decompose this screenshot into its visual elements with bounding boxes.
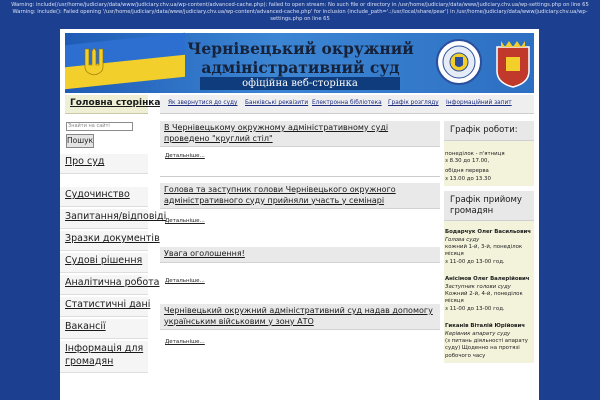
sidebar-item-proceedings[interactable]: Судочинство <box>60 187 148 207</box>
reception-person-days: (з питань діяльності апарату суду) Щоденно на протязі робочого часу <box>445 338 528 359</box>
news-item <box>160 247 440 304</box>
news-title-link[interactable]: Увага оголошення! <box>160 247 440 263</box>
php-warning-text: Warning: include(/usr/home/judiciary/data/www/judiciary.chv.ua/wp-content/advanced-cache.php): failed to open stream: No such file or directory in /usr/home/judiciary/data/www/judiciary.chv.ua/wp-settings.php on line 65 Warning: include(): Failed opening '/usr/home/judiciary/data/www/judiciary.chv.ua/wp-content/advanced-cache.php' for inclusion (include_path='.:/usr/local/share/pear') in /usr/home/judiciary/data/www/judiciary.chv.ua/wp-settings.php on line 65 <box>11 2 589 22</box>
reception-person-role: Заступник голови суду <box>445 283 511 290</box>
schedule-lunch-hours: з 13.00 до 13.30 <box>445 175 491 182</box>
schedule-days: понеділок - п'ятниця <box>445 150 505 157</box>
site-subtitle: офіційна веб-сторінка <box>200 77 400 90</box>
news-item <box>160 183 440 247</box>
nav-e-library[interactable]: Електронна бібліотека <box>312 100 382 106</box>
work-schedule-heading: Графік роботи: <box>444 121 534 141</box>
news-title-link[interactable]: В Чернівецькому окружному адміністративному суді проведено "круглий стіл" <box>160 121 440 147</box>
news-item <box>160 304 440 345</box>
sidebar-item-document-samples[interactable]: Зразки документів <box>60 231 148 251</box>
search-input[interactable]: Знайти на сайті <box>66 122 133 131</box>
trident-icon <box>83 47 105 77</box>
sidebar-item-about[interactable]: Про суд <box>60 154 148 174</box>
right-info-panel <box>444 121 534 363</box>
news-title-link[interactable]: Чернівецький окружний адміністративний суд надав допомогу українським військовим у зону АТО <box>160 304 440 330</box>
home-link-box <box>65 95 161 114</box>
nav-how-to-apply[interactable]: Як звернутися до суду <box>168 100 238 106</box>
top-navigation <box>160 95 534 114</box>
nav-hearing-schedule[interactable]: Графік розгляду <box>388 100 439 106</box>
sidebar-item-faq[interactable]: Запитання/відповіді <box>60 209 148 229</box>
nav-bank-details[interactable]: Банківські реквізити <box>245 100 309 106</box>
read-more-link[interactable]: Детальніше... <box>165 277 205 284</box>
reception-person-days: кожний 1-й, 3-й, понеділок місяця <box>445 243 523 258</box>
news-item <box>160 121 440 176</box>
reception-person-role: Керівник апарату суду <box>445 330 511 337</box>
reception-body <box>444 221 534 363</box>
reception-heading: Графік прийому громадян <box>444 191 534 221</box>
read-more-link[interactable]: Детальніше... <box>165 218 205 224</box>
reception-person-name: Бодарчук Олег Васильович <box>445 229 531 236</box>
read-more-link[interactable]: Детальніше... <box>165 153 205 159</box>
news-list <box>160 121 440 345</box>
schedule-lunch-label: обідня перерва <box>445 168 489 175</box>
schedule-hours: з 8.30 до 17.00, <box>445 157 490 164</box>
reception-person-role: Голова суду <box>445 236 480 243</box>
sidebar-item-citizens-info[interactable]: Інформація для громадян <box>60 341 148 373</box>
page-container <box>60 29 539 400</box>
court-title-line1: Чернівецький окружний <box>187 39 414 58</box>
sidebar-item-court-decisions[interactable]: Судові рішення <box>60 253 148 273</box>
search-button[interactable]: Пошук <box>66 134 94 148</box>
sidebar-menu <box>60 154 167 375</box>
nav-info-request[interactable]: Інформаційний запит <box>446 100 512 106</box>
sidebar-item-vacancies[interactable]: Вакансії <box>60 319 148 339</box>
sidebar-item-statistics[interactable]: Статистичні дані <box>60 297 148 317</box>
court-seal-icon <box>435 38 483 86</box>
sidebar-item-analytics[interactable]: Аналітична робота <box>60 275 148 295</box>
read-more-link[interactable]: Детальніше... <box>165 339 205 345</box>
home-link[interactable]: Головна сторінка <box>70 98 161 108</box>
site-banner <box>65 33 534 93</box>
news-divider <box>160 176 440 177</box>
reception-person-name: Анісімов Олег Валерійович <box>445 276 530 283</box>
reception-person-hours: з 11-00 до 13-00 год. <box>445 305 505 312</box>
reception-person-name: Гиканів Віталій Юрійович <box>445 323 525 330</box>
work-schedule-body <box>444 141 534 187</box>
reception-person-days: Кожний 2-й, 4-й, понеділок місяця <box>445 290 523 305</box>
news-title-link[interactable]: Голова та заступник голови Чернівецького окружного адміністративного суду прийняли участь у семінарі <box>160 183 440 209</box>
city-coat-of-arms-icon <box>491 37 535 89</box>
court-title-line2: адміністративний суд <box>201 58 400 77</box>
reception-person-hours: з 11-00 до 13-00 год. <box>445 258 505 265</box>
